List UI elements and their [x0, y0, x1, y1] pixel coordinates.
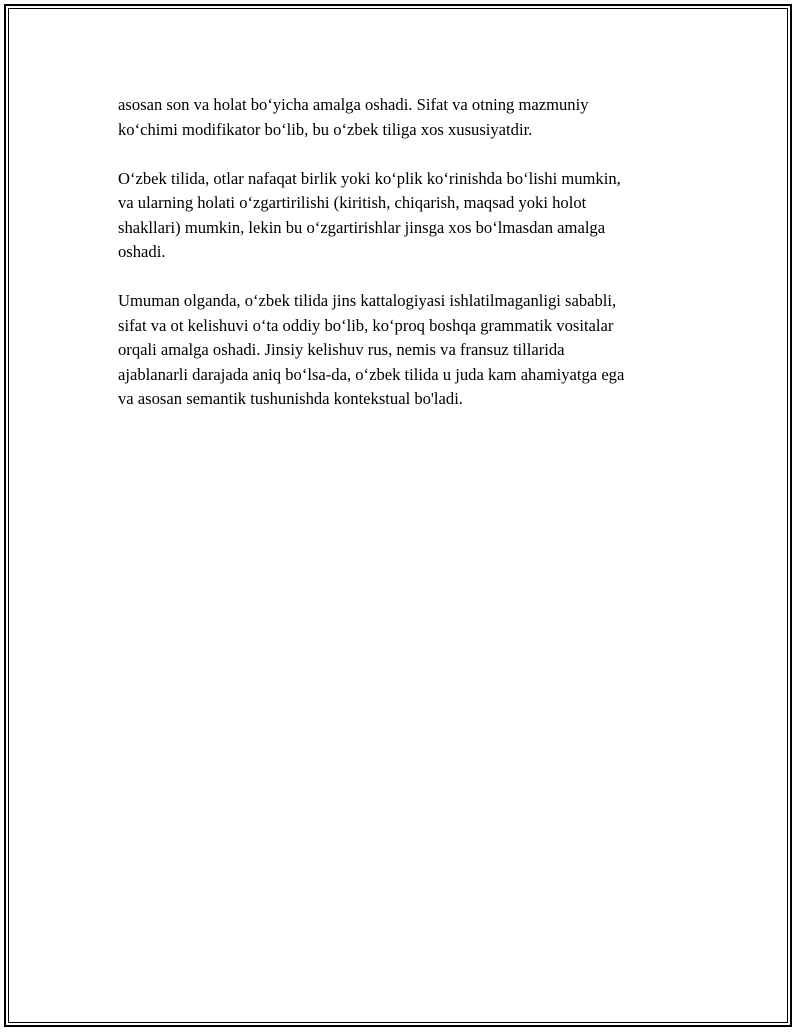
- paragraph-1: asosan son va holat bo‘yicha amalga oshadi. Sifat va otning mazmuniy ko‘chimi modifikator bo‘lib, bu o‘zbek tiliga xos xususiyatdir.: [118, 95, 589, 139]
- document-body: [118, 93, 698, 412]
- paragraph-3: Umuman olganda, o‘zbek tilida jins kattalogiyasi ishlatilmaganligi sababli, sifat va ot kelishuvi o‘ta oddiy bo‘lib, ko‘proq boshqa grammatik vositalar orqali amalga oshadi. Jinsiy kelishuv rus, nemis va fransuz tillarida ajablanarli darajada aniq bo‘lsa-da, o‘zbek tilida u juda kam ahamiyatga ega va asosan semantik tushunishda kontekstual bo'ladi.: [118, 291, 625, 408]
- paragraph-2: O‘zbek tilida, otlar nafaqat birlik yoki ko‘plik ko‘rinishda bo‘lishi mumkin, va ularning holati o‘zgartirilishi (kiritish, chiqarish, maqsad yoki holot shakllari) mumkin, lekin bu o‘zgartirishlar jinsga xos bo‘lmasdan amalga oshadi.: [118, 168, 621, 261]
